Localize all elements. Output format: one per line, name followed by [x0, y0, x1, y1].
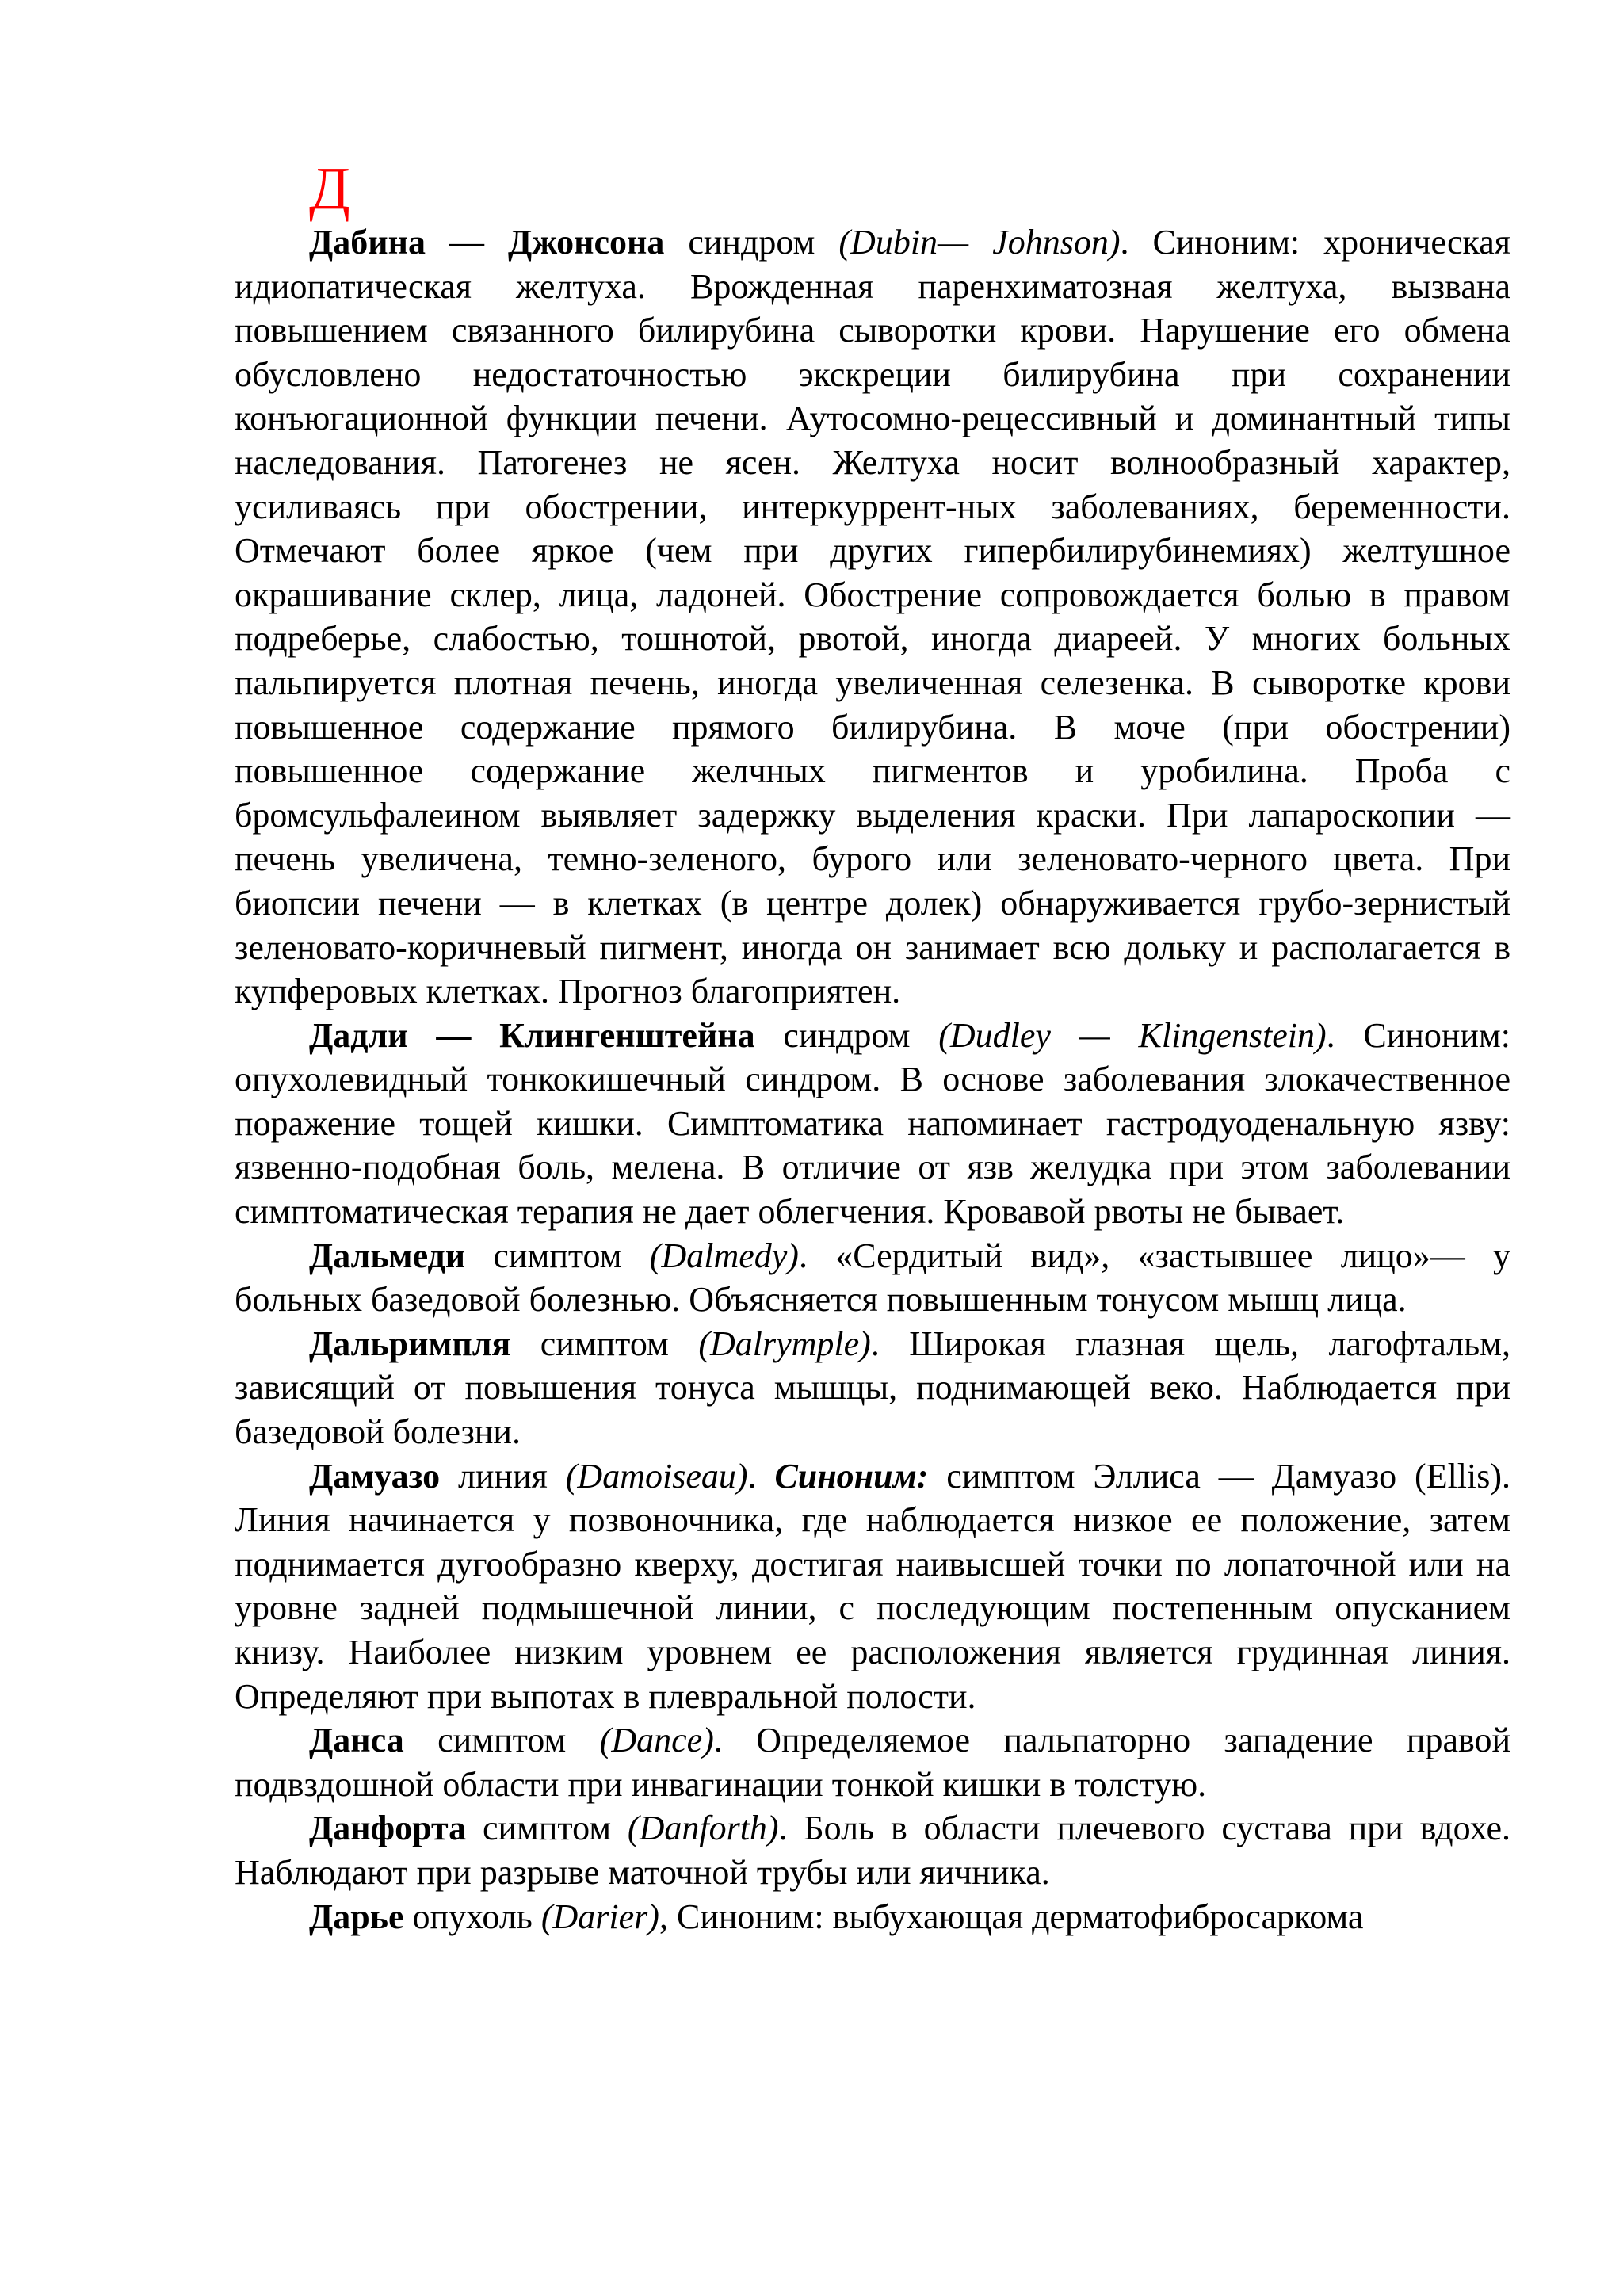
entry-text: . Боль в области плечевого сустава при вдохе. Наблюдают при разрыве маточной трубы или яичника.	[235, 1809, 1511, 1892]
entry-term: Дарье	[309, 1897, 404, 1936]
entry-dance	[235, 1718, 1510, 1806]
entry-term: Данфорта	[309, 1809, 467, 1848]
entry-text: симптом Эллиса — Дамуазо (Ellis). Линия начинается у позвоночника, где наблюдается низкое ее положение, затем поднимается дугообразно кверху, достигая наивысшей точки по лопаточной или на уровне задней подмышечной линии, с последующим постепенным опусканием книзу. Наиболее низким уровнем ее расположения является грудинная линия. Определяют при выпотах в плевральной полости.	[235, 1456, 1511, 1716]
entry-dubin-johnson	[235, 220, 1510, 1014]
entry-latin: (Damoiseau)	[565, 1456, 748, 1496]
entry-type: симптом	[437, 1721, 567, 1760]
entry-latin: (Dalmedy)	[649, 1236, 799, 1275]
entry-type: симптом	[493, 1236, 622, 1275]
entries-body	[235, 220, 1510, 1939]
entry-latin: (Danforth)	[627, 1809, 779, 1848]
entry-text: , Синоним: выбухающая дерматофибросаркома	[659, 1897, 1364, 1936]
entry-latin: (Dudley — Klingenstein)	[938, 1015, 1327, 1055]
entry-type: линия	[458, 1456, 548, 1496]
entry-term: Дальмеди	[309, 1236, 466, 1275]
entry-danforth	[235, 1806, 1510, 1894]
entry-text: . Синоним: опухолевидный тонкокишечный синдром. В основе заболевания злокачественное поражение тощей кишки. Симптоматика напоминает гастродуоденальную язву: язвенно-подобная боль, мелена. В отличие от язв желудка при этом заболевании симптоматическая терапия не дает облегчения. Кровавой рвоты не бывает.	[235, 1015, 1511, 1232]
entry-term: Данса	[309, 1721, 404, 1760]
entry-damoiseau	[235, 1454, 1510, 1719]
entry-term: Дамуазо	[309, 1456, 441, 1496]
entry-latin: (Dubin— Johnson)	[838, 223, 1121, 262]
entry-type: синдром	[783, 1015, 911, 1055]
entry-dalmedy	[235, 1234, 1510, 1322]
entry-type: синдром	[688, 223, 815, 262]
entry-type: симптом	[482, 1809, 612, 1848]
entry-separator: .	[747, 1456, 775, 1496]
entry-latin: (Dance)	[599, 1721, 714, 1760]
entry-text: . «Сердитый вид», «застывшее лицо»— у больных базедовой болезнью. Объясняется повышенным тонусом мышц лица.	[235, 1236, 1511, 1320]
entry-darier	[235, 1895, 1510, 1939]
entry-latin: (Dalrymple)	[698, 1324, 871, 1363]
entry-dalrymple	[235, 1322, 1510, 1454]
synonym-label: Синоним:	[774, 1456, 929, 1496]
entry-text: . Широкая глазная щель, лагофтальм, зависящий от повышения тонуса мышцы, поднимающей веко. Наблюдается при базедовой болезни.	[235, 1324, 1511, 1452]
entry-type: опухоль	[412, 1897, 533, 1936]
entry-term: Дальримпля	[309, 1324, 511, 1363]
section-letter: Д	[309, 155, 350, 222]
entry-term: Дабина — Джонсона	[309, 223, 665, 262]
entry-text: . Определяемое пальпаторно западение правой подвздошной области при инвагинации тонкой кишки в толстую.	[235, 1721, 1511, 1804]
entry-term: Дадли — Клингенштейна	[309, 1015, 755, 1055]
entry-text: . Синоним: хроническая идиопатическая желтуха. Врожденная паренхиматозная желтуха, вызвана повышением связанного билирубина сыворотки крови. Нарушение его обмена обусловлено недостаточностью экскреции билирубина при сохранении конъюгационной функции печени. Аутосомно-рецессивный и доминантный типы наследования. Патогенез не ясен. Желтуха носит волнообразный характер, усиливаясь при обострении, интеркуррент-ных заболеваниях, беременности. Отмечают более яркое (чем при других гипербилирубинемиях) желтушное окрашивание склер, лица, ладоней. Обострение сопровождается болью в правом подреберье, слабостью, тошнотой, рвотой, иногда диареей. У многих больных пальпируется плотная печень, иногда увеличенная селезенка. В сыворотке крови повышенное содержание прямого билирубина. В моче (при обострении) повышенное содержание желчных пигментов и уробилина. Проба с бромсульфалеином выявляет задержку выделения краски. При лапароскопии — печень увеличена, темно-зеленого, бурого или зеленовато-черного цвета. При биопсии печени — в клетках (в центре долек) обнаруживается грубо-зернистый зеленовато-коричневый пигмент, иногда он занимает всю дольку и располагается в купферовых клетках. Прогноз благоприятен.	[235, 223, 1511, 1011]
entry-dudley-klingenstein	[235, 1014, 1510, 1234]
entry-latin: (Darier)	[540, 1897, 659, 1936]
entry-type: симптом	[540, 1324, 669, 1363]
